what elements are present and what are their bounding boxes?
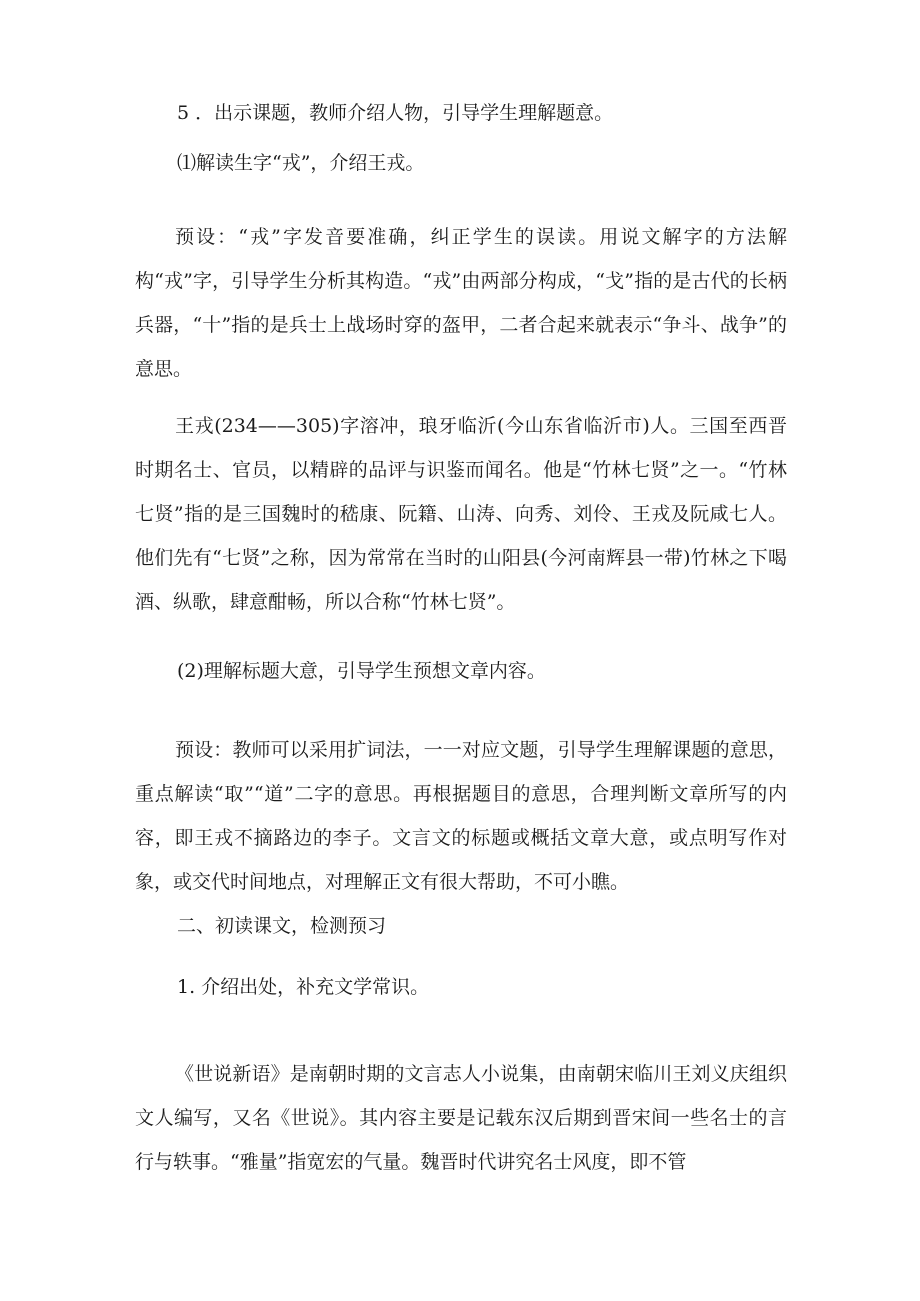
preset-paragraph-2: 预设：教师可以采用扩词法，一一对应文题，引导学生理解课题的意思，重点解读“取”“道”二字的意思。再根据题目的意思，合理判断文章所写的内容，即王戎不摘路边的李子。文言文的标题或概括文章大意，或点明写作对象，或交代时间地点，对理解正文有很大帮助，不可小瞧。 [135, 739, 787, 893]
wangrong-intro-paragraph: 王戎(234——305)字溶冲，琅牙临沂(今山东省临沂市)人。三国至西晋时期名士、官员，以精辟的品评与识鉴而闻名。他是“竹林七贤”之一。“竹林七贤”指的是三国魏时的嵇康、阮籍、山涛、向秀、刘伶、王戎及阮咸七人。他们先有“七贤”之称，因为常常在当时的山阳县(今河南辉县一带)竹林之下喝酒、纵歌，肆意酣畅，所以合称“竹林七贤”。 [135, 415, 787, 613]
preset-paragraph-1: 预设：“戎”字发音要准确，纠正学生的误读。用说文解字的方法解构“戎”字，引导学生分析其构造。“戎”由两部分构成，“戈”指的是古代的长柄兵器，“十”指的是兵士上战场时穿的盔甲，二者合起来就表示“争斗、战争”的意思。 [135, 226, 787, 380]
item-5-heading: 5 ．出示课题，教师介绍人物，引导学生理解题意。 [177, 102, 614, 124]
section-2-heading: 二、初读课文，检测预习 [177, 915, 387, 937]
sub-item-1-heading: ⑴解读生字“戎”，介绍王戎。 [177, 152, 425, 174]
item-1-heading: 1. 介绍出处，补充文学常识。 [177, 976, 430, 998]
sub-item-2-heading: (2)理解标题大意，引导学生预想文章内容。 [177, 660, 546, 682]
shishuo-paragraph: 《世说新语》是南朝时期的文言志人小说集，由南朝宋临川王刘义庆组织文人编写，又名《世说》。其内容主要是记载东汉后期到晋宋间一些名士的言行与轶事。“雅量”指宽宏的气量。魏晋时代讲究名士风度，即不管 [135, 1063, 787, 1173]
